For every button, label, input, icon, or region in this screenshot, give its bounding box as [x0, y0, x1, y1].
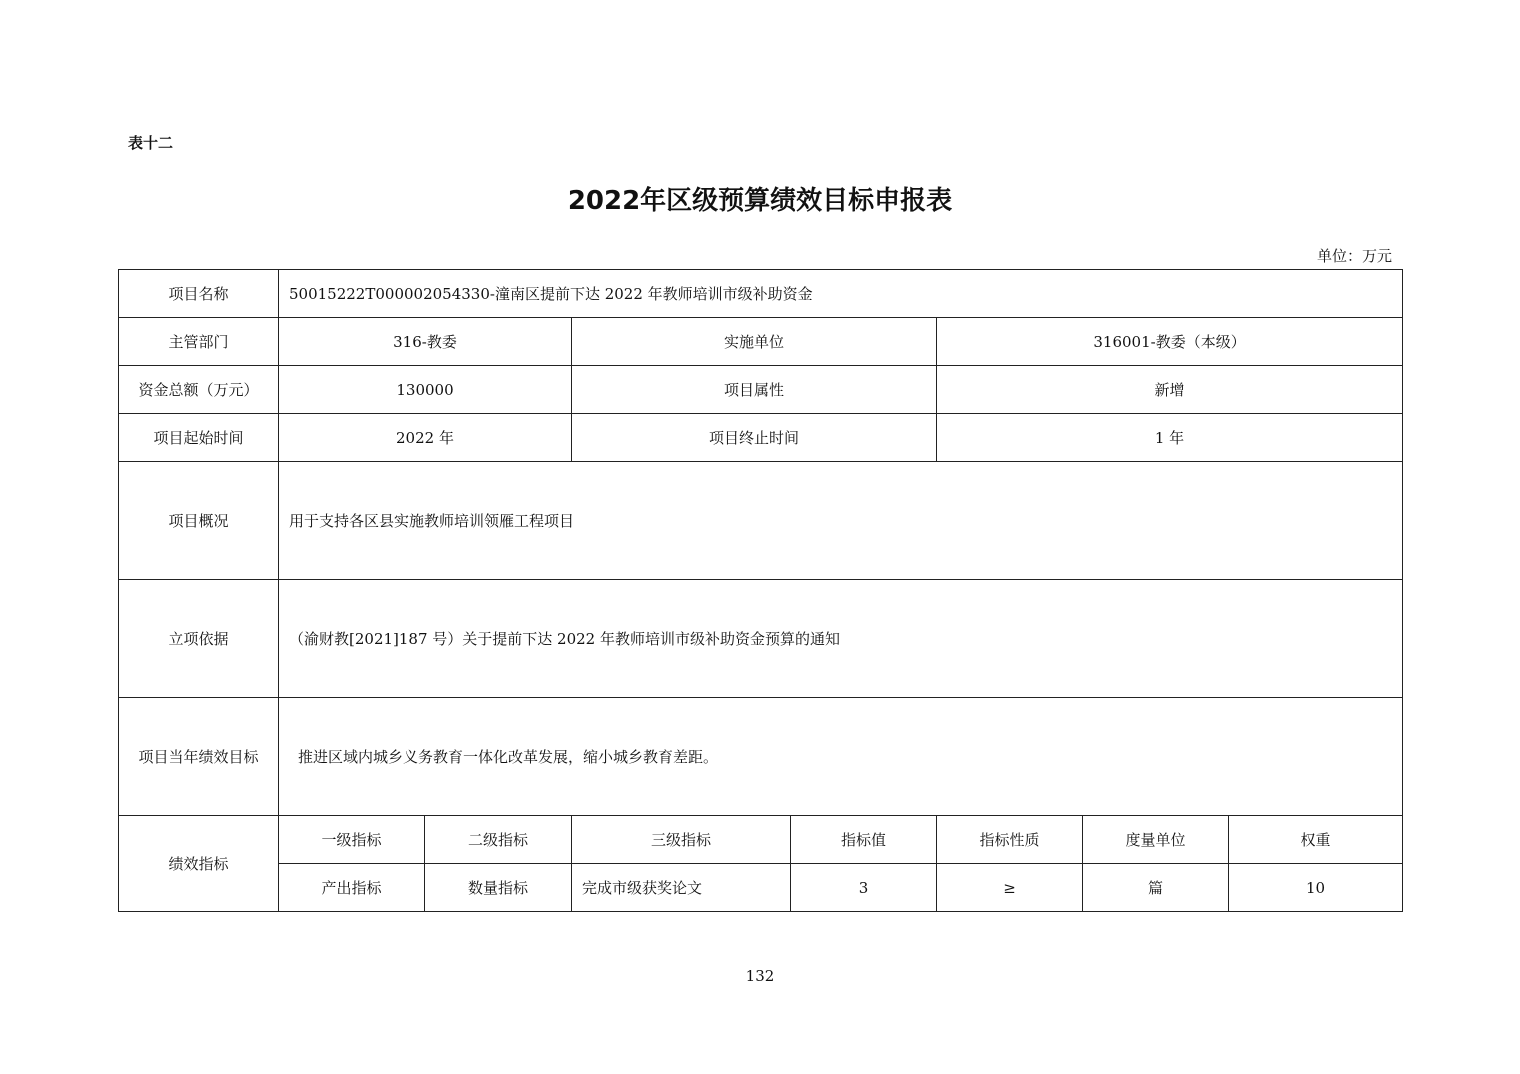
row-basis	[119, 580, 1403, 698]
impl-value: 316001-教委（本级）	[937, 318, 1403, 366]
indicator-nature: ≥	[937, 864, 1083, 912]
attr-label: 项目属性	[572, 366, 937, 414]
row-period	[119, 414, 1403, 462]
row-project-name	[119, 270, 1403, 318]
indicator-level1: 产出指标	[279, 864, 425, 912]
indicators-label: 绩效指标	[119, 816, 279, 912]
overview-label: 项目概况	[119, 462, 279, 580]
indicator-level2: 数量指标	[425, 864, 572, 912]
attr-value: 新增	[937, 366, 1403, 414]
end-label: 项目终止时间	[572, 414, 937, 462]
indicator-header-weight: 权重	[1229, 816, 1403, 864]
indicator-header-unit: 度量单位	[1083, 816, 1229, 864]
overview-value: 用于支持各区县实施教师培训领雁工程项目	[279, 462, 1403, 580]
goal-value: 推进区域内城乡义务教育一体化改革发展，缩小城乡教育差距。	[279, 698, 1403, 816]
row-fund	[119, 366, 1403, 414]
budget-performance-form	[118, 269, 1403, 912]
dept-label: 主管部门	[119, 318, 279, 366]
indicator-row	[119, 864, 1403, 912]
impl-label: 实施单位	[572, 318, 937, 366]
basis-label: 立项依据	[119, 580, 279, 698]
start-label: 项目起始时间	[119, 414, 279, 462]
goal-label: 项目当年绩效目标	[119, 698, 279, 816]
indicator-header-level2: 二级指标	[425, 816, 572, 864]
indicator-value: 3	[791, 864, 937, 912]
fund-value: 130000	[279, 366, 572, 414]
indicator-unit: 篇	[1083, 864, 1229, 912]
dept-value: 316-教委	[279, 318, 572, 366]
start-value: 2022 年	[279, 414, 572, 462]
table-number: 表十二	[128, 134, 174, 152]
project-name-label: 项目名称	[119, 270, 279, 318]
basis-value: （渝财教[2021]187 号）关于提前下达 2022 年教师培训市级补助资金预算的通知	[279, 580, 1403, 698]
row-goal	[119, 698, 1403, 816]
project-name-value: 50015222T000002054330-潼南区提前下达 2022 年教师培训市级补助资金	[279, 270, 1403, 318]
end-value: 1 年	[937, 414, 1403, 462]
indicator-header-level3: 三级指标	[572, 816, 791, 864]
indicator-header-value: 指标值	[791, 816, 937, 864]
row-overview	[119, 462, 1403, 580]
indicator-header-level1: 一级指标	[279, 816, 425, 864]
fund-label: 资金总额（万元）	[119, 366, 279, 414]
row-department	[119, 318, 1403, 366]
unit-label: 单位：万元	[1316, 247, 1392, 265]
indicator-level3: 完成市级获奖论文	[572, 864, 791, 912]
indicator-header-nature: 指标性质	[937, 816, 1083, 864]
indicator-weight: 10	[1229, 864, 1403, 912]
page-number: 132	[745, 967, 775, 985]
indicator-header-row	[119, 816, 1403, 864]
document-title: 2022年区级预算绩效目标申报表	[567, 186, 953, 216]
